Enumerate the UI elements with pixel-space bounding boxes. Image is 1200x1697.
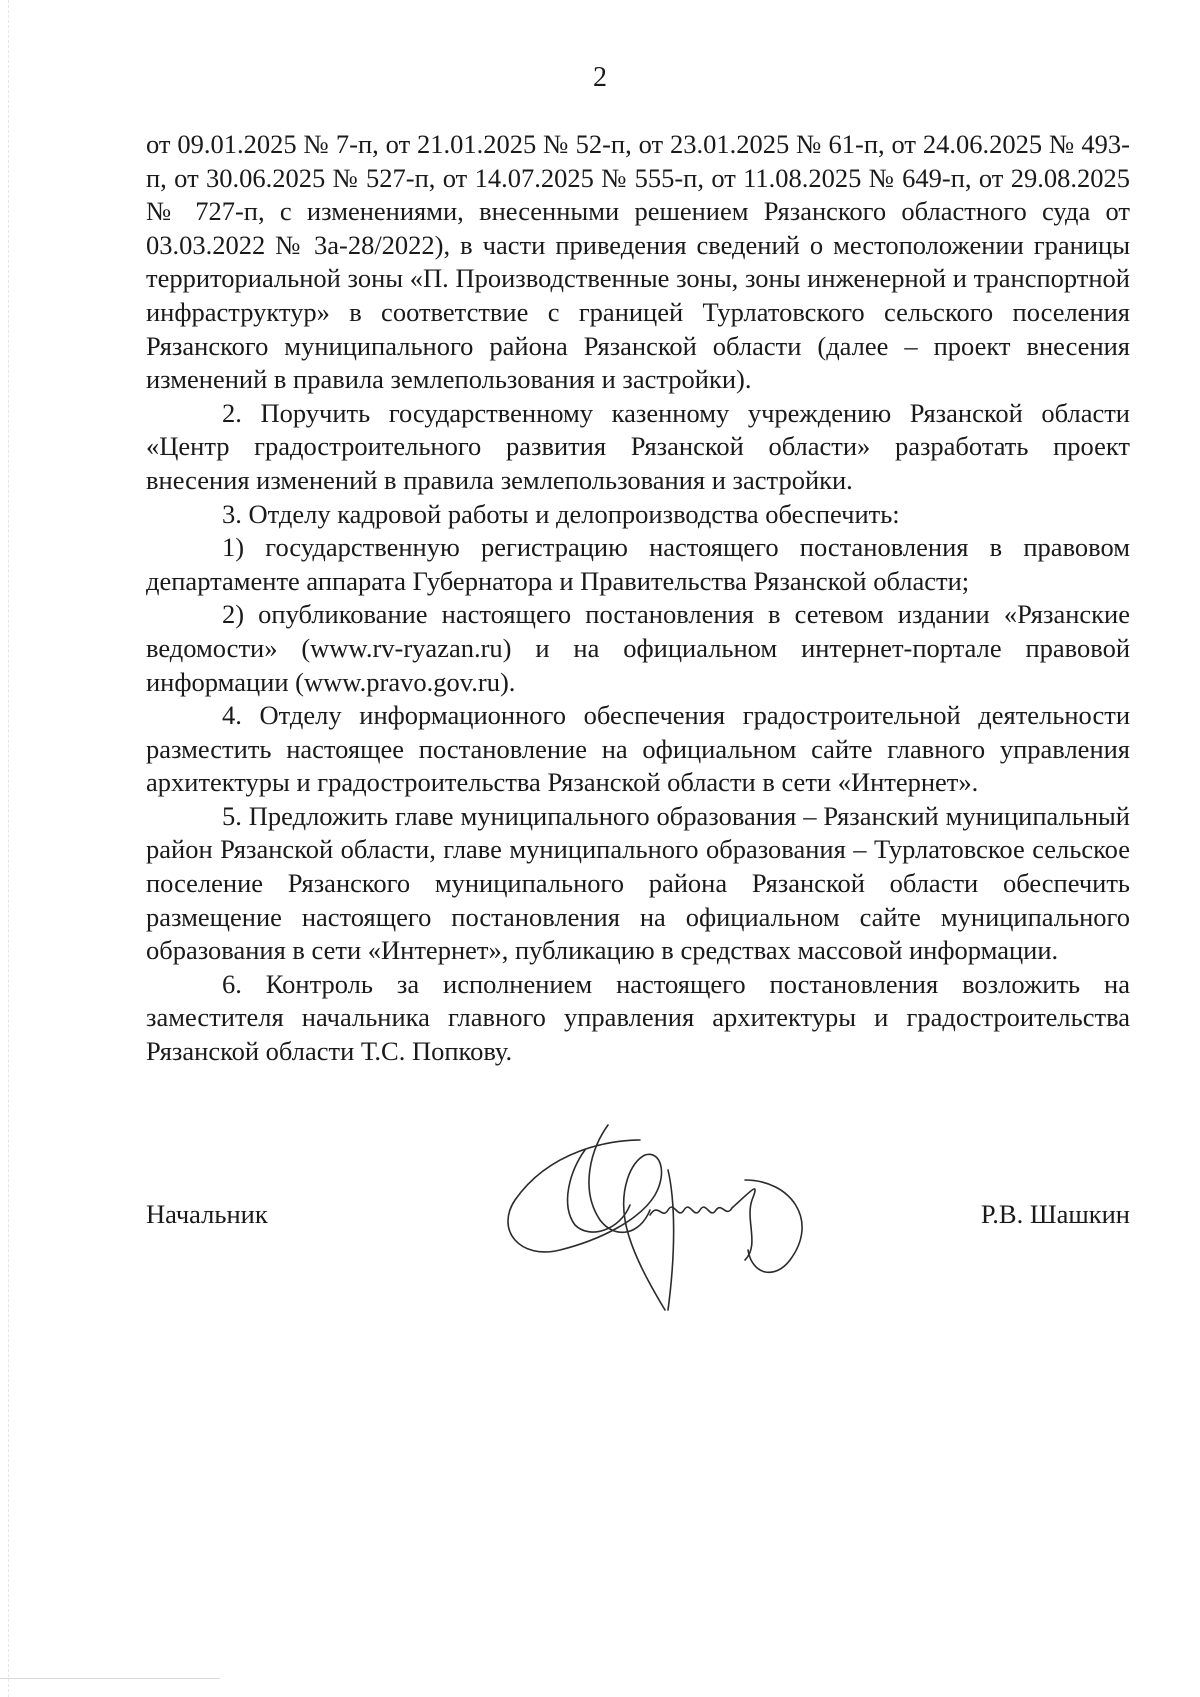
paragraph-item-2: 2. Поручить государственному казенному учреждению Рязанской области «Центр градостроительного развития Рязанской области» разработать проект внесения изменений в правила землепользования и застройки. xyxy=(146,397,1130,495)
paragraph-item-5: 5. Предложить главе муниципального образования – Рязанский муниципальный район Рязанской области, главе муниципального образования – Турлатовское сельское поселение Рязанского муниципального района Рязанской области обеспечить размещение настоящего постановления на официальном сайте муниципального образования в сети «Интернет», публикацию в средствах массовой информации. xyxy=(146,800,1130,966)
signatory-position: Начальник xyxy=(146,1199,268,1229)
handwritten-signature xyxy=(490,1110,830,1330)
page-number: 2 xyxy=(593,62,607,93)
paragraph-continuation: от 09.01.2025 № 7-п, от 21.01.2025 № 52-п, от 23.01.2025 № 61-п, от 24.06.2025 № 493-п, от 30.06.2025 № 527-п, от 14.07.2025 № 555-п, от 11.08.2025 № 649-п, от 29.08.2025 № 727-п, с изменениями, внесенными решением Рязанского областного суда от 03.03.2022 № 3а-28/2022), в части приведения сведений о местоположении границы территориальной зоны «П. Производственные зоны, зоны инженерной и транспортной инфраструктур» в соответствие с границей Турлатовского сельского поселения Рязанского муниципального района Рязанской области (далее – проект внесения изменений в правила землепользования и застройки). xyxy=(146,129,1130,395)
paragraph-item-6: 6. Контроль за исполнением настоящего постановления возложить на заместителя начальника главного управления архитектуры и градостроительства Рязанской области Т.С. Попкову. xyxy=(146,968,1130,1067)
paragraph-item-4: 4. Отделу информационного обеспечения градостроительной деятельности разместить настоящее постановление на официальном сайте главного управления архитектуры и градостроительства Рязанской области в сети «Интернет». xyxy=(146,700,1130,798)
paragraph-subitem-1: 1) государственную регистрацию настоящего постановления в правовом департаменте аппарата Губернатора и Правительства Рязанской области; xyxy=(146,532,1130,596)
scan-edge-marks xyxy=(0,0,9,1697)
signatory-name: Р.В. Шашкин xyxy=(980,1199,1130,1229)
document-body xyxy=(146,128,1130,1069)
paragraph-subitem-2: 2) опубликование настоящего постановления в сетевом издании «Рязанские ведомости» (www.rv-ryazan.ru) и на официальном интернет-портале правовой информации (www.pravo.gov.ru). xyxy=(146,599,1130,697)
paragraph-item-3: 3. Отделу кадровой работы и делопроизводства обеспечить: xyxy=(222,498,900,529)
scan-bottom-mark xyxy=(0,1678,220,1679)
